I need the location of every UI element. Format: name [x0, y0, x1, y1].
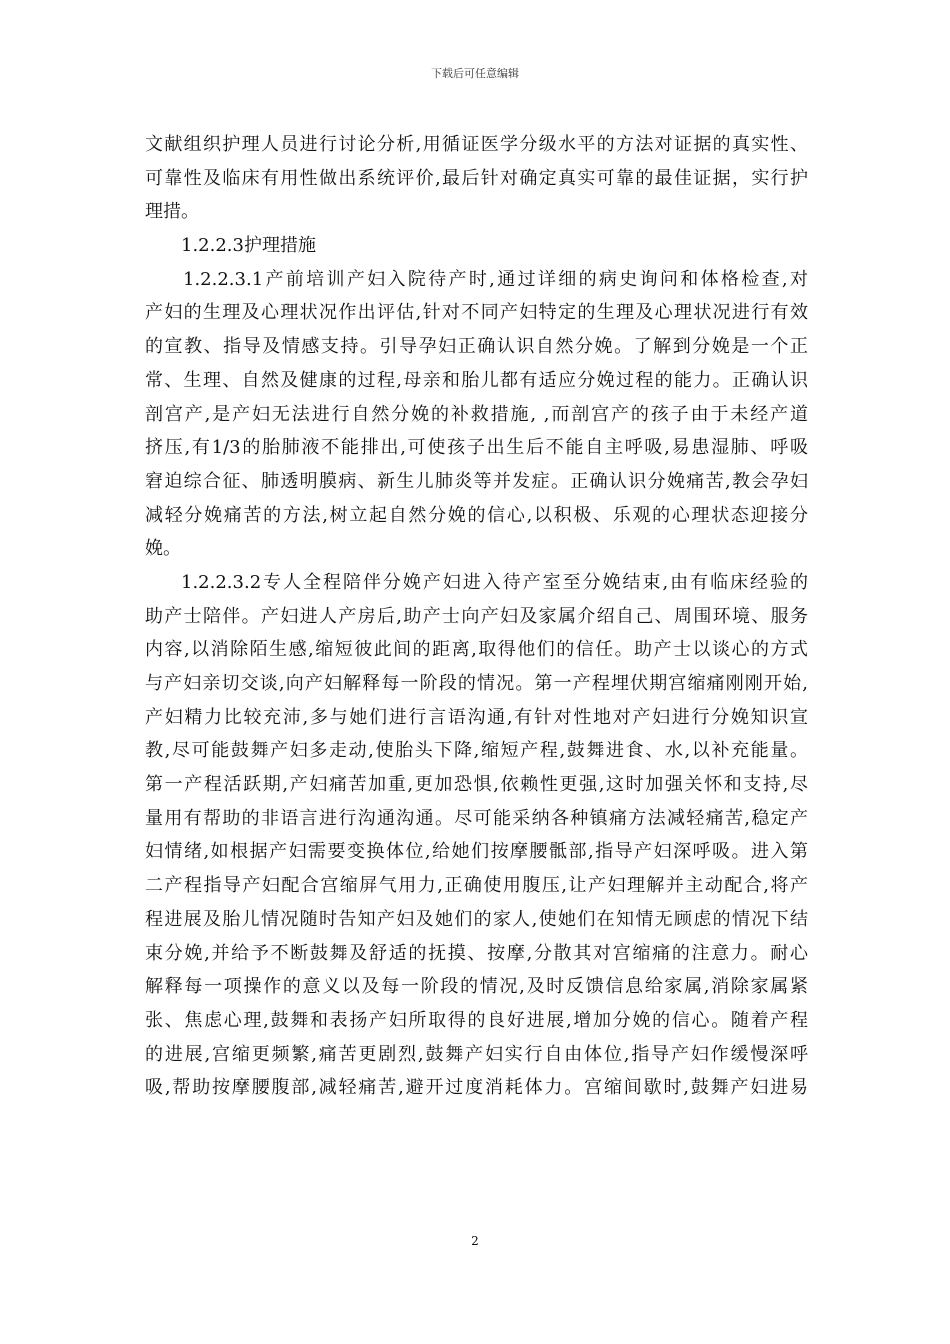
text-line: 教,尽可能鼓舞产妇多走动,使胎头下降,缩短产程,鼓舞进食、水,以补充能量。 — [145, 740, 808, 762]
page-number: 2 — [471, 1234, 479, 1248]
text-line: 束分娩,并给予不断鼓舞及舒适的抚摸、按摩,分散其对宫缩痛的注意力。耐心 — [145, 942, 808, 964]
text-line: 剖宫产,是产妇无法进行自然分娩的补救措施, ,而剖宫产的孩子由于未经产道 — [145, 403, 808, 425]
text-line: 产妇精力比较充沛,多与她们进行言语沟通,有针对性地对产妇进行分娩知识宣 — [145, 706, 808, 728]
text-line: 妇情绪,如根据产妇需要变换体位,给她们按摩腰骶部,指导产妇深呼吸。进入第 — [145, 841, 808, 863]
text-line: 窘迫综合征、肺透明膜病、新生儿肺炎等并发症。正确认识分娩痛苦,教会孕妇 — [145, 470, 808, 492]
text-line: 量用有帮助的非语言进行沟通沟通。尽可能采纳各种镇痛方法减轻痛苦,稳定产 — [145, 807, 808, 829]
text-line: 常、生理、自然及健康的过程,母亲和胎儿都有适应分娩过程的能力。正确认识 — [145, 369, 808, 391]
text-line: 1.2.2.3.2专人全程陪伴分娩产妇进入待产室至分娩结束,由有临床经验的 — [181, 571, 808, 593]
text-line: 与产妇亲切交谈,向产妇解释每一阶段的情况。第一产程埋伏期宫缩痛刚刚开始, — [145, 673, 808, 694]
text-line: 可靠性及临床有用性做出系统评价,最后针对确定真实可靠的最佳证据，实行护 — [145, 167, 808, 189]
text-line: 理措。 — [145, 201, 199, 223]
text-line: 内容,以消除陌生感,缩短彼此间的距离,取得他们的信任。助产士以谈心的方式 — [145, 639, 808, 661]
text-line: 助产士陪伴。产妇进人产房后,助产士向产妇及家属介绍自己、周围环境、服务 — [145, 605, 808, 627]
document-body — [145, 128, 808, 1105]
text-line: 产妇的生理及心理状况作出评估,针对不同产妇特定的生理及心理状况进行有效 — [145, 302, 808, 324]
text-line: 挤压,有1/3的胎肺液不能排出,可使孩子出生后不能自主呼吸,易患湿肺、呼吸 — [145, 437, 808, 459]
text-line: 娩。 — [145, 538, 181, 560]
text-line: 的宣教、指导及情感支持。引导孕妇正确认识自然分娩。了解到分娩是一个正 — [145, 336, 808, 358]
text-line: 的进展,宫缩更频繁,痛苦更剧烈,鼓舞产妇实行自由体位,指导产妇作缓慢深呼 — [145, 1043, 808, 1065]
text-line: 二产程指导产妇配合宫缩屏气用力,正确使用腹压,让产妇理解并主动配合,将产 — [145, 875, 808, 897]
text-line: 文献组织护理人员进行讨论分析,用循证医学分级水平的方法对证据的真实性、 — [145, 134, 808, 155]
text-line: 张、焦虑心理,鼓舞和表扬产妇所取得的良好进展,增加分娩的信心。随着产程 — [145, 1009, 808, 1031]
section-heading: 1.2.2.3护理措施 — [181, 235, 316, 257]
page-header: 下载后可任意编辑 — [431, 67, 519, 80]
text-line: 减轻分娩痛苦的方法,树立起自然分娩的信心,以积极、乐观的心理状态迎接分 — [145, 504, 808, 526]
text-line: 程进展及胎儿情况随时告知产妇及她们的家人,使她们在知情无顾虑的情况下结 — [145, 908, 808, 930]
text-line: 1.2.2.3.1产前培训产妇入院待产时,通过详细的病史询问和体格检查,对 — [183, 268, 808, 290]
text-line: 第一产程活跃期,产妇痛苦加重,更加恐惧,依赖性更强,这时加强关怀和支持,尽 — [145, 774, 808, 796]
text-line: 解释每一项操作的意义以及每一阶段的情况,及时反馈信息给家属,消除家属紧 — [145, 976, 808, 998]
text-line: 吸,帮助按摩腰腹部,减轻痛苦,避开过度消耗体力。宫缩间歇时,鼓舞产妇进易 — [145, 1077, 808, 1099]
